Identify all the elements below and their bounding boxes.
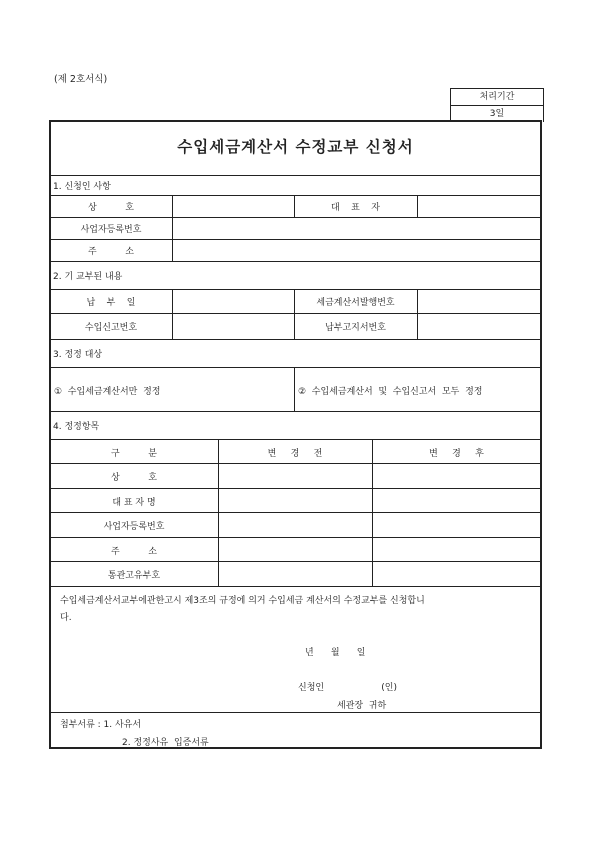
processing-period-box: [450, 88, 544, 122]
form-number: (제 2호서식): [54, 74, 108, 85]
rule: [50, 175, 541, 176]
rule: [50, 217, 541, 218]
rule: [50, 339, 541, 340]
label-address: 주 소: [88, 247, 134, 257]
rule: [50, 439, 541, 440]
rule: [50, 537, 541, 538]
rule: [50, 261, 541, 262]
form-title: 수입세금계산서 수정교부 신청서: [177, 138, 414, 156]
row-label-address: 주 소: [111, 547, 157, 557]
statement-line-1: 수입세금계산서교부에관한고시 제3조의 규정에 의거 수입세금 계산서의 수정교부를 신청합니: [60, 596, 425, 606]
row-label-representative-name: 대 표 자 명: [112, 498, 156, 508]
attachments-line-2: 2. 정정사유 입증서류: [122, 738, 209, 748]
row-label-business-reg-no: 사업자등록번호: [103, 522, 165, 532]
rule: [50, 586, 541, 587]
section1-heading: 1. 신청인 사항: [53, 182, 111, 192]
rule: [50, 289, 541, 290]
form-frame: [49, 120, 542, 749]
rule: [218, 439, 219, 586]
label-invoice-issue-no: 세금계산서발행번호: [316, 298, 395, 308]
rule: [417, 195, 418, 217]
label-import-declaration-no: 수입신고번호: [84, 323, 138, 333]
rule: [50, 463, 541, 464]
rule: [50, 561, 541, 562]
rule: [50, 712, 541, 713]
attachments-line-1: 첨부서류 : 1. 사유서: [60, 720, 142, 730]
correction-option-1[interactable]: ① 수입세금계산서만 정정: [54, 387, 161, 397]
rule: [50, 512, 541, 513]
row-label-company: 상 호: [111, 473, 157, 483]
processing-period-value: 3일: [489, 109, 505, 119]
rule: [50, 195, 541, 196]
rule: [172, 289, 173, 339]
label-representative: 대 표 자: [331, 203, 380, 213]
rule: [50, 411, 541, 412]
section3-heading: 3. 정정 대상: [53, 350, 103, 360]
correction-option-2[interactable]: ② 수입세금계산서 및 수입신고서 모두 정정: [298, 387, 483, 397]
rule: [50, 367, 541, 368]
column-header-category: 구 분: [111, 449, 157, 459]
section2-heading: 2. 기 교부된 내용: [53, 272, 123, 282]
applicant-line: 신청인 (인): [298, 683, 398, 693]
statement-line-2: 다.: [60, 613, 72, 623]
rule: [372, 439, 373, 586]
label-payment-notice-no: 납부고지서번호: [325, 323, 386, 333]
rule: [50, 488, 541, 489]
rule: [417, 289, 418, 339]
rule: [294, 367, 295, 411]
addressee: 세관장 귀하: [337, 701, 387, 711]
processing-period-label: 처리기간: [451, 89, 543, 106]
column-header-before: 변 경 전: [267, 449, 323, 459]
rule: [50, 239, 541, 240]
rule: [172, 195, 173, 261]
label-company: 상 호: [88, 203, 134, 213]
label-payment-date: 납 부 일: [86, 298, 136, 308]
row-label-customs-code: 통관고유부호: [107, 571, 161, 581]
column-header-after: 변 경 후: [429, 449, 484, 459]
section4-heading: 4. 정정항목: [53, 422, 100, 432]
rule: [50, 313, 541, 314]
date-line: 년 월 일: [305, 648, 366, 658]
label-business-reg-no: 사업자등록번호: [80, 225, 142, 235]
